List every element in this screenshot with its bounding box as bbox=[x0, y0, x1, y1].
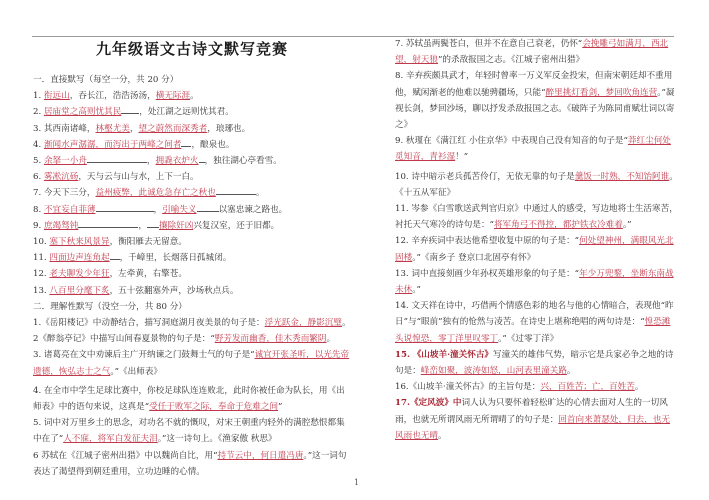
s1-item-9 bbox=[33, 218, 351, 234]
s1-item-7 bbox=[33, 185, 351, 201]
item-text: 9. bbox=[33, 220, 44, 231]
s2-item-16 bbox=[395, 379, 678, 395]
item-text: 7. 今天下三分， bbox=[33, 188, 96, 199]
item-text: 3. 诸葛亮在文中劝谏后主广开纳谏之门鼓舞士气的句子是“ bbox=[33, 350, 255, 361]
page-title: 九年级语文古诗文默写竞赛 bbox=[95, 40, 288, 58]
item-text: 。《十五从军征》 bbox=[395, 171, 678, 198]
answer: 横无际涯 bbox=[155, 91, 191, 102]
s2-item-12 bbox=[395, 233, 678, 265]
s2-item-15 bbox=[395, 347, 678, 379]
answer: 居庙堂之高则忧其民 bbox=[43, 107, 122, 118]
s2-item-10 bbox=[395, 169, 678, 201]
answer: 庶竭驽钝 bbox=[43, 220, 79, 231]
answer: 何处望神州，满眼风光北固楼 bbox=[395, 236, 674, 263]
s1-item-2 bbox=[33, 104, 351, 120]
s2-item-5 bbox=[33, 415, 351, 447]
item-text: ， bbox=[146, 156, 156, 167]
item-text: 。”这一诗句上。《渔家傲 秋思》 bbox=[157, 434, 277, 445]
s2-item-9 bbox=[395, 133, 678, 165]
item-text: 以塞忠谏之路也。 bbox=[218, 204, 288, 215]
s1-item-12 bbox=[33, 266, 351, 282]
answer-blank bbox=[197, 202, 219, 212]
s2-item-3 bbox=[33, 347, 351, 379]
s2-item-11 bbox=[395, 201, 678, 233]
item-number: 15. bbox=[395, 349, 410, 360]
item-text: 3. 其西南诸峰， bbox=[33, 123, 96, 134]
item-text: ，五十弦翻塞外声，沙场秋点兵。 bbox=[109, 285, 239, 296]
s1-item-5 bbox=[33, 153, 351, 169]
answer: 不宜妄自菲薄 bbox=[43, 204, 96, 215]
s1-item-6 bbox=[33, 169, 351, 185]
item-text: 2. bbox=[33, 107, 44, 118]
left-column bbox=[33, 38, 351, 480]
item-text: ！” bbox=[455, 152, 469, 163]
s2-item-2 bbox=[33, 331, 351, 347]
item-text: 4. 在全市中学生足球比赛中，你校足球队连连败北，此时你被任命为队长，用《出师表》中的语句来说，这真是“ bbox=[33, 385, 345, 413]
s1-item-4 bbox=[33, 137, 351, 153]
answer: 莽红尘何处觅知音，青衫湿 bbox=[395, 136, 671, 163]
item-text: 8. 辛弃疾颇具武才，年轻时曾率一万义军反金投宋，但南宋朝廷却不重用他，赋闲渐老的他难以驰骋疆场，只能“ bbox=[395, 71, 673, 98]
s2-item-4 bbox=[33, 383, 351, 415]
answer: 羹饭一时熟，不知饴阿谁 bbox=[574, 171, 670, 182]
poem-title: 《山坡羊·潼关怀古》 bbox=[412, 349, 494, 360]
item-text: ， bbox=[129, 123, 139, 134]
s1-item-11 bbox=[33, 250, 351, 266]
s2-item-8 bbox=[395, 68, 678, 133]
item-text: 5. bbox=[33, 156, 44, 167]
page-number: 1 bbox=[354, 478, 360, 487]
answer: 惶恐滩头说惶恐，零丁洋里叹零丁 bbox=[395, 317, 671, 344]
answer: 益州疲弊，此诚危急存亡之秋也 bbox=[95, 188, 216, 199]
answer-blank bbox=[96, 202, 154, 212]
answer: 望之蔚然而深秀者 bbox=[138, 123, 208, 134]
s1-item-13 bbox=[33, 283, 351, 299]
item-text: 词人认为只要怀着轻松旷达的心情去面对人生的一切风雨，也就无所谓风雨无所谓晴了的句子是： bbox=[395, 398, 668, 425]
item-text: 8. bbox=[33, 204, 44, 215]
item-text: 。”这一词句表达了渴望得到朝廷重用，立功边睡的心情。 bbox=[33, 450, 347, 477]
item-text: 4. bbox=[33, 139, 44, 150]
section2-heading: 二．理解性默写（没空一分，共 80 分） bbox=[33, 301, 187, 312]
answer: 四面边声连角起 bbox=[49, 253, 110, 264]
answer: 诚宜开张圣听，以光先帝遗德，恢弘志士之气 bbox=[33, 350, 350, 377]
item-text: ，吞长江，浩浩汤汤， bbox=[69, 91, 156, 102]
item-text: ” bbox=[278, 402, 283, 413]
item-text: 兴复汉室，还于旧都。 bbox=[193, 220, 280, 231]
header-rule-left bbox=[32, 36, 362, 37]
item-text: 6. bbox=[33, 172, 44, 183]
answer: 醉里挑灯看剑，梦回吹角连营 bbox=[545, 87, 658, 98]
item-text: 。” bbox=[412, 285, 421, 296]
item-text: 。”凝视长剑，梦回沙场，聊以抒发杀敌报国之志。《破阵子为陈同甫赋壮词以寄之》 bbox=[395, 87, 675, 131]
item-text: 。 bbox=[190, 91, 199, 102]
answer: 受任于败军之际，奉命于危难之间 bbox=[149, 402, 279, 413]
item-text: 1.《岳阳楼记》中动静结合，描写洞庭湖月夜美景的句子是： bbox=[33, 318, 265, 329]
answer-blank bbox=[147, 218, 159, 228]
item-number: 17. bbox=[395, 398, 410, 409]
answer: 塞下秋来风景异 bbox=[49, 237, 110, 248]
item-text: 10. 诗中暗示老兵孤苦伶仃，无依无靠的句子是 bbox=[395, 171, 575, 182]
item-text: 。 bbox=[326, 334, 336, 345]
answer: 林壑尤美 bbox=[95, 123, 130, 134]
s2-item-6 bbox=[33, 448, 351, 480]
s2-item-14 bbox=[395, 298, 678, 347]
answer: 峰峦如聚，波涛如怒，山河表里潼关路 bbox=[420, 366, 567, 377]
item-text: 。”《过零丁洋》 bbox=[498, 333, 559, 344]
item-text: 13. 词中直接刻画少年孙权英雄形象的句子是：“ bbox=[395, 268, 580, 279]
item-text: 。”《出师表》 bbox=[110, 366, 163, 377]
item-text: 。 bbox=[342, 318, 351, 329]
item-text: ，酿泉也。 bbox=[191, 139, 235, 150]
item-text: 1. bbox=[33, 91, 44, 102]
s2-item-1 bbox=[33, 315, 351, 331]
answer: 浮光跃金，静影沉璧 bbox=[264, 318, 342, 329]
item-text: 6 苏轼在《江城子密州出猎》中以魏尚自比，用“ bbox=[33, 450, 218, 461]
answer: 兴，百姓苦；亡，百姓苦 bbox=[540, 382, 635, 393]
answer: 年少万兜鍪，坐断东南战未休 bbox=[395, 268, 674, 296]
item-text: 11. 岑参《白雪歌送武判官归京》中通过人的感受，写边地将士生活寒苦，衬托天气寒冷的诗句是：“ bbox=[395, 204, 678, 231]
item-text: ，处江湖之远则忧其君。 bbox=[139, 107, 234, 118]
answer: 引喻失义 bbox=[162, 204, 197, 215]
answer: 八百里分麾下炙 bbox=[49, 285, 110, 296]
item-text: 10. bbox=[33, 237, 50, 248]
answer: 持节云中，何日遣冯唐 bbox=[217, 450, 304, 461]
s2-item-7 bbox=[395, 36, 678, 68]
item-text: ，琅琊也。 bbox=[207, 123, 251, 134]
item-text: 。 bbox=[437, 430, 447, 441]
answer: 回首向来萧瑟处，归去，也无风雨也无晴 bbox=[395, 414, 671, 441]
s1-item-8 bbox=[33, 202, 351, 218]
answer: 余拏一小舟 bbox=[43, 156, 87, 167]
answer: 雾凇沆砀 bbox=[43, 172, 79, 183]
item-text: ， bbox=[153, 204, 163, 215]
s1-item-1 bbox=[33, 88, 351, 104]
item-text: 16.《山坡羊·潼关怀古》的主旨句是： bbox=[395, 382, 541, 393]
s1-item-10 bbox=[33, 234, 351, 250]
answer-blank bbox=[216, 185, 256, 195]
answer: 老夫聊发少年狂 bbox=[49, 269, 110, 280]
item-text: 14. 文天祥在诗中，巧借两个情感色彩的地名与他的心情暗合，表现他“昨日”与“眼前”独有的怆然与凌苦。在诗史上堪称绝唱的两句诗是：“ bbox=[395, 301, 674, 328]
item-text: 。 bbox=[566, 366, 576, 377]
item-text: ， bbox=[138, 220, 147, 231]
item-text: ，独往湖心亭看雪。 bbox=[204, 156, 282, 167]
item-text: ，衡阳雁去无留意。 bbox=[109, 237, 187, 248]
item-text: 11. bbox=[33, 253, 50, 264]
item-text: 。 bbox=[634, 382, 644, 393]
answer-blank bbox=[181, 137, 191, 147]
item-text: 。” bbox=[622, 220, 632, 231]
item-text: ，天与云与山与水，上下一白。 bbox=[78, 172, 199, 183]
item-text: 12. 辛弃疾词中表达他希望收复中原的句子是：“ bbox=[395, 236, 580, 247]
answer-blank bbox=[121, 104, 139, 114]
answer: 拥毳衣炉火 bbox=[155, 156, 199, 167]
item-text: 5. 词中对万里乡土的思念，对功名不就的慨叹，对宋王朝重内轻外的满腔愁恨都集中在了“ bbox=[33, 418, 345, 445]
s2-item-17 bbox=[395, 395, 678, 444]
item-text: 9. 秋瑾在《满江红 小住京华》中表现自己没有知音的句子是“ bbox=[395, 136, 628, 147]
s1-item-3 bbox=[33, 121, 351, 137]
answer: 野芳发而幽香，佳木秀而繁阴 bbox=[214, 334, 327, 345]
answer-blank bbox=[78, 218, 138, 228]
item-text: 写潼关的雄伟气势，暗示它是兵家必争之地的诗句是： bbox=[395, 349, 674, 377]
answer: 衔远山 bbox=[43, 91, 70, 102]
s2-item-13 bbox=[395, 266, 678, 298]
item-text: 12. bbox=[33, 269, 50, 280]
answer: 会挽雕弓如满月，西北望，射天狼 bbox=[395, 39, 669, 66]
answer-blank bbox=[87, 153, 147, 163]
item-text: ，左牵黄，右擎苍。 bbox=[109, 269, 187, 280]
right-column bbox=[395, 36, 678, 444]
poem-title: 《定风波》中 bbox=[409, 398, 462, 409]
item-text: ，千嶂里，长烟落日孤城闭。 bbox=[119, 253, 232, 264]
answer: 将军角弓不得控，都护铁衣冷难着 bbox=[493, 220, 623, 231]
item-text: 。 bbox=[255, 188, 265, 199]
item-text: 2《醉翁亭记》中描写山间春夏景物的句子是：“ bbox=[33, 334, 215, 345]
item-text: 7. 苏轼虽两鬓苍白，但并不在意自己衰老，仍怀“ bbox=[395, 39, 583, 49]
section1-heading: 一．直接默写（每空一分，共 20 分） bbox=[33, 75, 179, 85]
item-text: 13. bbox=[33, 285, 50, 296]
item-text: ”的杀敌报国之志。《江城子密州出猎》 bbox=[437, 55, 585, 66]
answer-blank bbox=[110, 250, 120, 260]
answer: 渐闻水声潺潺，而泻出于两峰之间者 bbox=[43, 139, 182, 150]
answer: 攘除奸凶 bbox=[158, 220, 194, 231]
answer: 人不寐，将军白发征夫泪 bbox=[63, 434, 158, 445]
item-text: 。”《南乡子 登京口北固亭有怀》 bbox=[412, 252, 536, 263]
